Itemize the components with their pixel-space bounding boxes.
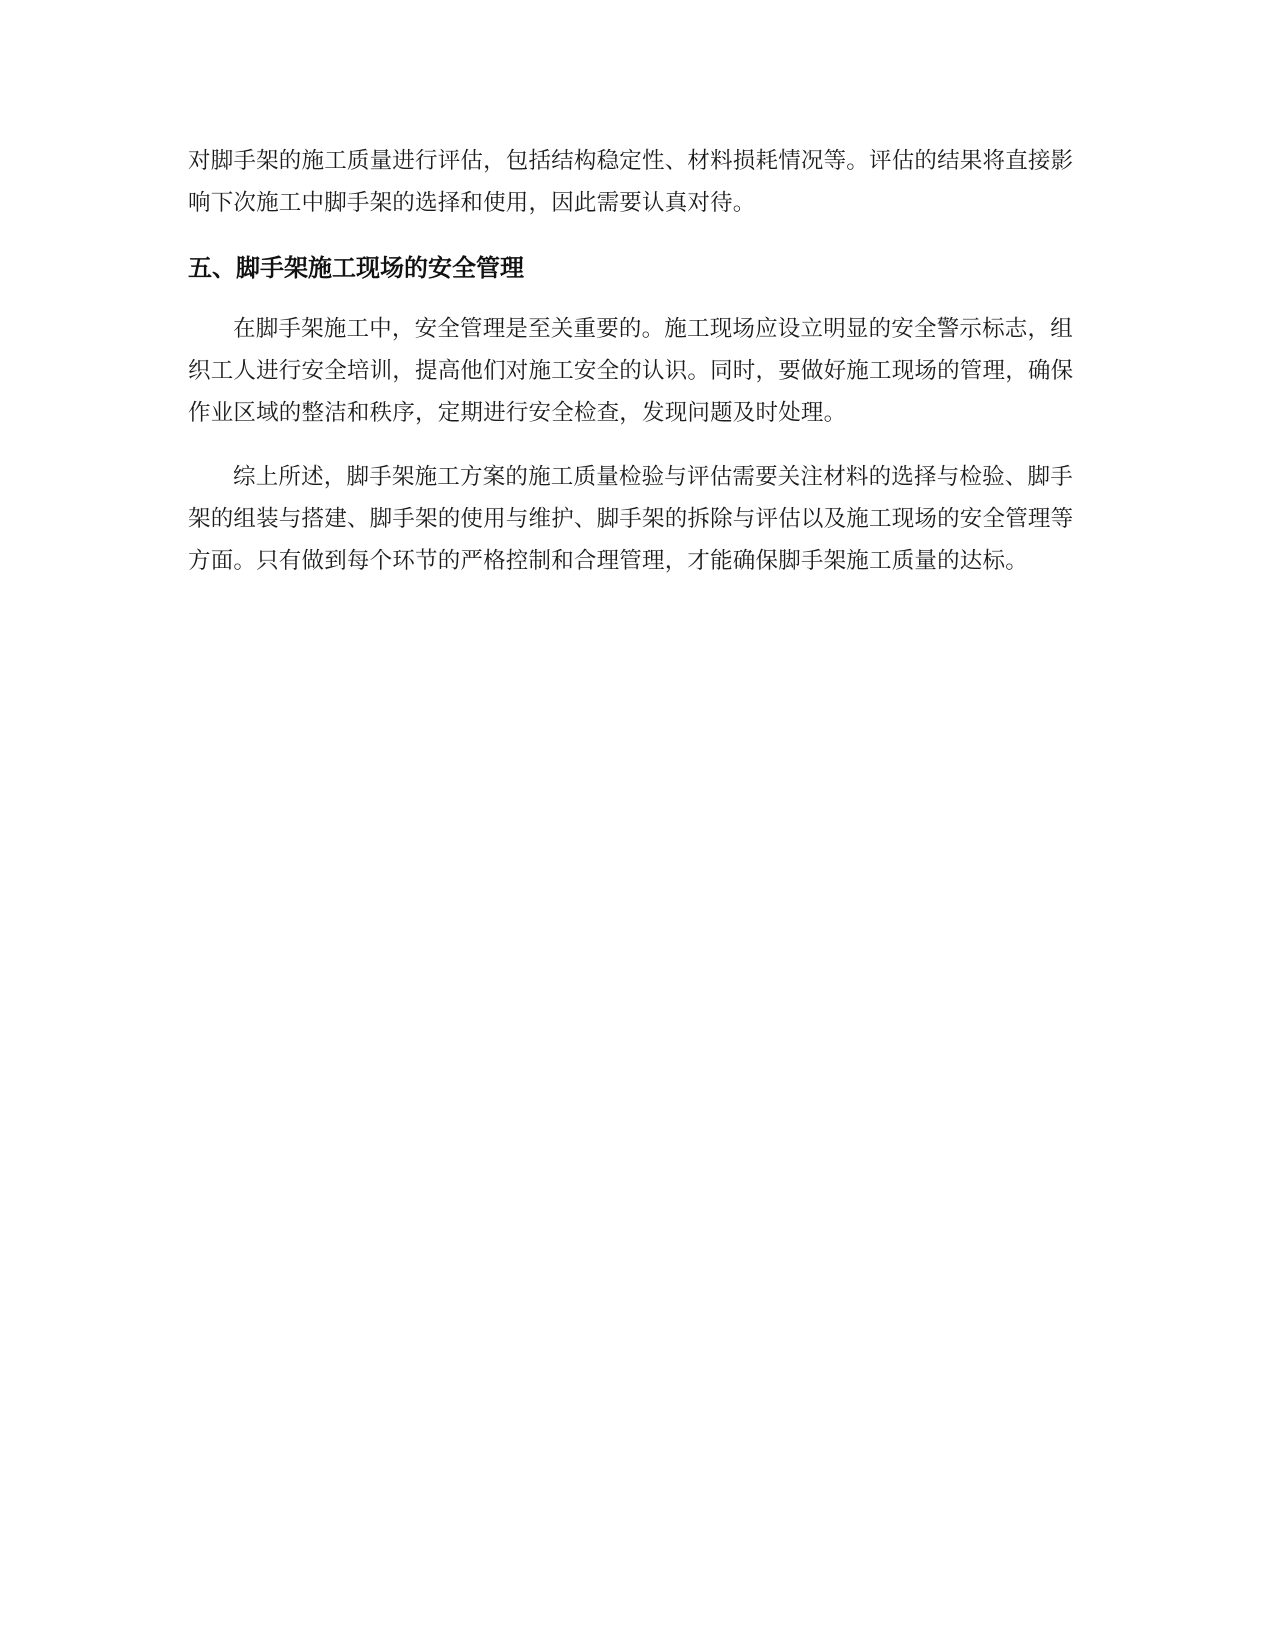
summary-paragraph: 综上所述，脚手架施工方案的施工质量检验与评估需要关注材料的选择与检验、脚手架的组装与搭建、脚手架的使用与维护、脚手架的拆除与评估以及施工现场的安全管理等方面。只有做到每个环节的严格控制和合理管理，才能确保脚手架施工质量的达标。 (188, 464, 1074, 574)
section-heading: 五、脚手架施工现场的安全管理 (188, 254, 524, 282)
document-page (188, 140, 1088, 582)
continued-paragraph: 对脚手架的施工质量进行评估，包括结构稳定性、材料损耗情况等。评估的结果将直接影响下次施工中脚手架的选择和使用，因此需要认真对待。 (188, 148, 1074, 216)
safety-management-paragraph: 在脚手架施工中，安全管理是至关重要的。施工现场应设立明显的安全警示标志，组织工人进行安全培训，提高他们对施工安全的认识。同时，要做好施工现场的管理，确保作业区域的整洁和秩序，定期进行安全检查，发现问题及时处理。 (188, 316, 1074, 426)
